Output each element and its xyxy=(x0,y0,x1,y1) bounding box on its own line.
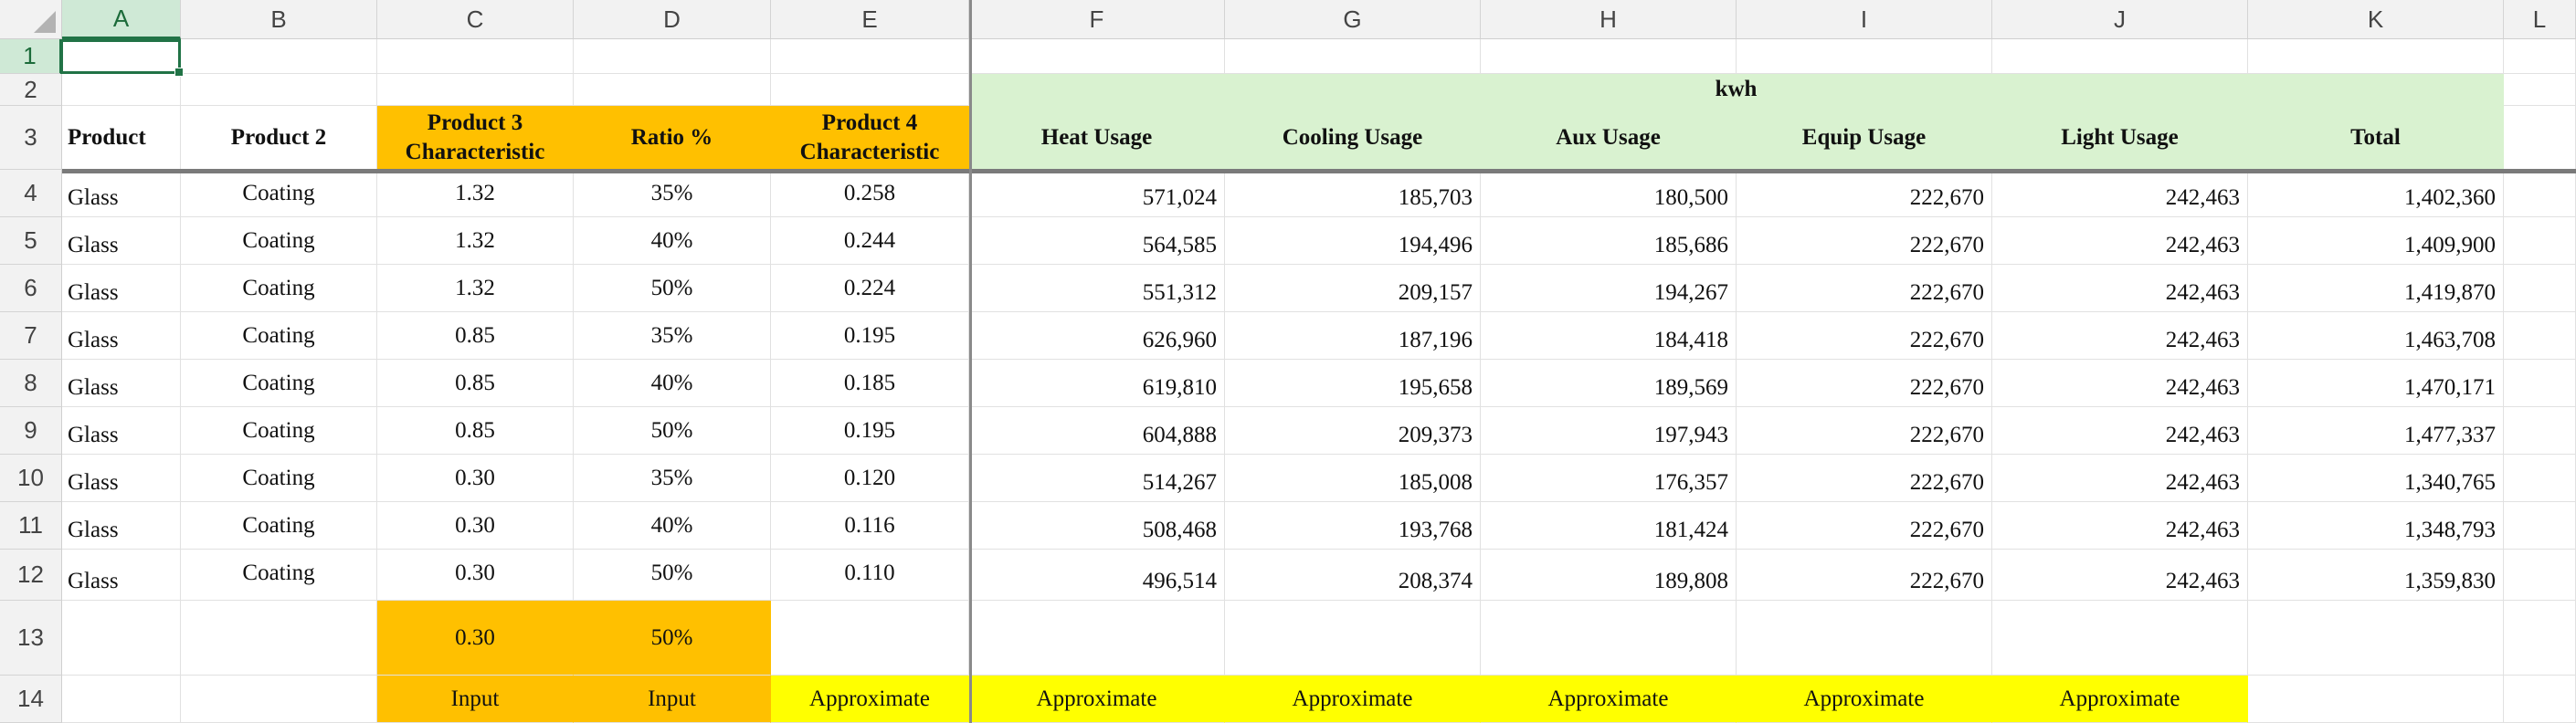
header-g[interactable]: Cooling Usage xyxy=(1225,106,1481,170)
cell-d2[interactable] xyxy=(574,74,771,106)
data-cell-i7[interactable]: 222,670 xyxy=(1737,312,1992,360)
data-cell-a8[interactable]: Glass xyxy=(62,360,181,407)
row-header-11[interactable]: 11 xyxy=(0,502,62,550)
cell-b14[interactable] xyxy=(181,676,377,723)
cell-l2[interactable] xyxy=(2504,74,2576,106)
data-cell-a7[interactable]: Glass xyxy=(62,312,181,360)
cell-i13[interactable] xyxy=(1737,601,1992,676)
row-header-5[interactable]: 5 xyxy=(0,217,62,265)
data-cell-f4[interactable]: 571,024 xyxy=(969,170,1225,217)
data-cell-c9[interactable]: 0.85 xyxy=(377,407,574,455)
cell-a13[interactable] xyxy=(62,601,181,676)
cell-g1[interactable] xyxy=(1225,39,1481,74)
column-header-b[interactable]: B xyxy=(181,0,377,39)
cell-l4[interactable] xyxy=(2504,170,2576,217)
fill-handle[interactable] xyxy=(174,68,184,77)
data-cell-d11[interactable]: 40% xyxy=(574,502,771,550)
data-cell-k8[interactable]: 1,470,171 xyxy=(2248,360,2504,407)
cell-c13[interactable]: 0.30 xyxy=(377,601,574,676)
header-b[interactable]: Product 2 xyxy=(181,106,377,170)
data-cell-e4[interactable]: 0.258 xyxy=(771,170,969,217)
data-cell-d7[interactable]: 35% xyxy=(574,312,771,360)
data-cell-h7[interactable]: 184,418 xyxy=(1481,312,1737,360)
active-cell-a1[interactable] xyxy=(60,39,181,74)
data-cell-f8[interactable]: 619,810 xyxy=(969,360,1225,407)
cell-j14[interactable]: Approximate xyxy=(1992,676,2248,723)
data-cell-i4[interactable]: 222,670 xyxy=(1737,170,1992,217)
data-cell-d4[interactable]: 35% xyxy=(574,170,771,217)
data-cell-e11[interactable]: 0.116 xyxy=(771,502,969,550)
cell-l7[interactable] xyxy=(2504,312,2576,360)
data-cell-c11[interactable]: 0.30 xyxy=(377,502,574,550)
data-cell-k7[interactable]: 1,463,708 xyxy=(2248,312,2504,360)
data-cell-d8[interactable]: 40% xyxy=(574,360,771,407)
cell-d13[interactable]: 50% xyxy=(574,601,771,676)
cell-c1[interactable] xyxy=(377,39,574,74)
data-cell-f9[interactable]: 604,888 xyxy=(969,407,1225,455)
cell-h1[interactable] xyxy=(1481,39,1737,74)
column-header-d[interactable]: D xyxy=(574,0,771,39)
data-cell-g10[interactable]: 185,008 xyxy=(1225,455,1481,502)
data-cell-b12[interactable]: Coating xyxy=(181,550,377,601)
data-cell-j8[interactable]: 242,463 xyxy=(1992,360,2248,407)
cell-l8[interactable] xyxy=(2504,360,2576,407)
data-cell-b9[interactable]: Coating xyxy=(181,407,377,455)
cell-k13[interactable] xyxy=(2248,601,2504,676)
row-header-2[interactable]: 2 xyxy=(0,74,62,106)
data-cell-c10[interactable]: 0.30 xyxy=(377,455,574,502)
data-cell-i5[interactable]: 222,670 xyxy=(1737,217,1992,265)
row-header-4[interactable]: 4 xyxy=(0,170,62,217)
row-header-3[interactable]: 3 xyxy=(0,106,62,170)
freeze-pane-divider xyxy=(969,0,972,723)
data-cell-i10[interactable]: 222,670 xyxy=(1737,455,1992,502)
column-header-c[interactable]: C xyxy=(377,0,574,39)
data-cell-a4[interactable]: Glass xyxy=(62,170,181,217)
data-cell-h8[interactable]: 189,569 xyxy=(1481,360,1737,407)
column-header-f[interactable]: F xyxy=(969,0,1225,39)
data-cell-d12[interactable]: 50% xyxy=(574,550,771,601)
data-cell-g5[interactable]: 194,496 xyxy=(1225,217,1481,265)
cell-b1[interactable] xyxy=(181,39,377,74)
data-cell-f6[interactable]: 551,312 xyxy=(969,265,1225,312)
row-header-8[interactable]: 8 xyxy=(0,360,62,407)
data-cell-h12[interactable]: 189,808 xyxy=(1481,550,1737,601)
cell-l5[interactable] xyxy=(2504,217,2576,265)
cell-e13[interactable] xyxy=(771,601,969,676)
data-cell-c4[interactable]: 1.32 xyxy=(377,170,574,217)
data-cell-i9[interactable]: 222,670 xyxy=(1737,407,1992,455)
cell-j1[interactable] xyxy=(1992,39,2248,74)
cell-a2[interactable] xyxy=(62,74,181,106)
data-cell-f12[interactable]: 496,514 xyxy=(969,550,1225,601)
data-cell-i8[interactable]: 222,670 xyxy=(1737,360,1992,407)
row-header-7[interactable]: 7 xyxy=(0,312,62,360)
row-header-10[interactable]: 10 xyxy=(0,455,62,502)
data-cell-g8[interactable]: 195,658 xyxy=(1225,360,1481,407)
column-header-l[interactable]: L xyxy=(2504,0,2576,39)
cell-h13[interactable] xyxy=(1481,601,1737,676)
cell-g14[interactable]: Approximate xyxy=(1225,676,1481,723)
data-cell-g6[interactable]: 209,157 xyxy=(1225,265,1481,312)
header-c[interactable]: Product 3 Characteristic xyxy=(377,106,574,170)
data-cell-k4[interactable]: 1,402,360 xyxy=(2248,170,2504,217)
data-cell-a6[interactable]: Glass xyxy=(62,265,181,312)
column-header-a[interactable]: A xyxy=(62,0,181,39)
cell-f13[interactable] xyxy=(969,601,1225,676)
data-cell-g4[interactable]: 185,703 xyxy=(1225,170,1481,217)
data-cell-k10[interactable]: 1,340,765 xyxy=(2248,455,2504,502)
data-cell-e8[interactable]: 0.185 xyxy=(771,360,969,407)
header-d[interactable]: Ratio % xyxy=(574,106,771,170)
data-cell-c7[interactable]: 0.85 xyxy=(377,312,574,360)
column-header-j[interactable]: J xyxy=(1992,0,2248,39)
data-cell-j6[interactable]: 242,463 xyxy=(1992,265,2248,312)
cell-l13[interactable] xyxy=(2504,601,2576,676)
cell-l9[interactable] xyxy=(2504,407,2576,455)
cell-d14[interactable]: Input xyxy=(574,676,771,723)
select-all-corner[interactable] xyxy=(0,0,62,39)
column-header-k[interactable]: K xyxy=(2248,0,2504,39)
data-cell-f5[interactable]: 564,585 xyxy=(969,217,1225,265)
data-cell-a11[interactable]: Glass xyxy=(62,502,181,550)
data-cell-c5[interactable]: 1.32 xyxy=(377,217,574,265)
cell-e1[interactable] xyxy=(771,39,969,74)
data-cell-h10[interactable]: 176,357 xyxy=(1481,455,1737,502)
data-cell-j12[interactable]: 242,463 xyxy=(1992,550,2248,601)
header-f[interactable]: Heat Usage xyxy=(969,106,1225,170)
data-cell-a10[interactable]: Glass xyxy=(62,455,181,502)
data-cell-j9[interactable]: 242,463 xyxy=(1992,407,2248,455)
select-all-triangle-icon xyxy=(34,11,56,33)
cell-a14[interactable] xyxy=(62,676,181,723)
cell-l14[interactable] xyxy=(2504,676,2576,723)
data-cell-g7[interactable]: 187,196 xyxy=(1225,312,1481,360)
data-cell-g12[interactable]: 208,374 xyxy=(1225,550,1481,601)
header-a[interactable]: Product xyxy=(62,106,181,170)
data-cell-a12[interactable]: Glass xyxy=(62,550,181,601)
header-i[interactable]: Equip Usage xyxy=(1737,106,1992,170)
data-cell-h6[interactable]: 194,267 xyxy=(1481,265,1737,312)
data-cell-j10[interactable]: 242,463 xyxy=(1992,455,2248,502)
data-cell-f10[interactable]: 514,267 xyxy=(969,455,1225,502)
data-cell-e10[interactable]: 0.120 xyxy=(771,455,969,502)
kwh-group-header[interactable]: kwh xyxy=(969,74,2504,106)
data-cell-j4[interactable]: 242,463 xyxy=(1992,170,2248,217)
data-cell-k12[interactable]: 1,359,830 xyxy=(2248,550,2504,601)
cell-f14[interactable]: Approximate xyxy=(969,676,1225,723)
column-header-e[interactable]: E xyxy=(771,0,969,39)
data-cell-a5[interactable]: Glass xyxy=(62,217,181,265)
cell-b2[interactable] xyxy=(181,74,377,106)
cell-l11[interactable] xyxy=(2504,502,2576,550)
cell-b13[interactable] xyxy=(181,601,377,676)
cell-l6[interactable] xyxy=(2504,265,2576,312)
cell-i1[interactable] xyxy=(1737,39,1992,74)
data-cell-k6[interactable]: 1,419,870 xyxy=(2248,265,2504,312)
data-cell-d5[interactable]: 40% xyxy=(574,217,771,265)
data-cell-k9[interactable]: 1,477,337 xyxy=(2248,407,2504,455)
data-cell-c12[interactable]: 0.30 xyxy=(377,550,574,601)
cell-l3[interactable] xyxy=(2504,106,2576,170)
header-e[interactable]: Product 4 Characteristic xyxy=(771,106,969,170)
row-header-1[interactable]: 1 xyxy=(0,39,62,74)
data-cell-h5[interactable]: 185,686 xyxy=(1481,217,1737,265)
cell-e14[interactable]: Approximate xyxy=(771,676,969,723)
cell-i14[interactable]: Approximate xyxy=(1737,676,1992,723)
data-cell-b5[interactable]: Coating xyxy=(181,217,377,265)
data-cell-i6[interactable]: 222,670 xyxy=(1737,265,1992,312)
cell-d1[interactable] xyxy=(574,39,771,74)
cell-l10[interactable] xyxy=(2504,455,2576,502)
header-j[interactable]: Light Usage xyxy=(1992,106,2248,170)
data-cell-d6[interactable]: 50% xyxy=(574,265,771,312)
cell-l1[interactable] xyxy=(2504,39,2576,74)
cell-h14[interactable]: Approximate xyxy=(1481,676,1737,723)
row-header-9[interactable]: 9 xyxy=(0,407,62,455)
data-cell-k11[interactable]: 1,348,793 xyxy=(2248,502,2504,550)
header-k[interactable]: Total xyxy=(2248,106,2504,170)
header-bottom-border xyxy=(62,169,2576,173)
data-cell-d9[interactable]: 50% xyxy=(574,407,771,455)
row-header-14[interactable]: 14 xyxy=(0,676,62,723)
data-cell-f11[interactable]: 508,468 xyxy=(969,502,1225,550)
cell-k14[interactable] xyxy=(2248,676,2504,723)
data-cell-b11[interactable]: Coating xyxy=(181,502,377,550)
data-cell-j7[interactable]: 242,463 xyxy=(1992,312,2248,360)
data-cell-g9[interactable]: 209,373 xyxy=(1225,407,1481,455)
cell-e2[interactable] xyxy=(771,74,969,106)
data-cell-b7[interactable]: Coating xyxy=(181,312,377,360)
header-h[interactable]: Aux Usage xyxy=(1481,106,1737,170)
data-cell-f7[interactable]: 626,960 xyxy=(969,312,1225,360)
data-cell-h11[interactable]: 181,424 xyxy=(1481,502,1737,550)
data-cell-i12[interactable]: 222,670 xyxy=(1737,550,1992,601)
data-cell-h4[interactable]: 180,500 xyxy=(1481,170,1737,217)
data-cell-h9[interactable]: 197,943 xyxy=(1481,407,1737,455)
data-cell-b8[interactable]: Coating xyxy=(181,360,377,407)
data-cell-b10[interactable]: Coating xyxy=(181,455,377,502)
cell-f1[interactable] xyxy=(969,39,1225,74)
data-cell-i11[interactable]: 222,670 xyxy=(1737,502,1992,550)
column-header-h[interactable]: H xyxy=(1481,0,1737,39)
data-cell-b4[interactable]: Coating xyxy=(181,170,377,217)
data-cell-j5[interactable]: 242,463 xyxy=(1992,217,2248,265)
data-cell-d10[interactable]: 35% xyxy=(574,455,771,502)
cell-k1[interactable] xyxy=(2248,39,2504,74)
cell-c2[interactable] xyxy=(377,74,574,106)
data-cell-b6[interactable]: Coating xyxy=(181,265,377,312)
data-cell-e12[interactable]: 0.110 xyxy=(771,550,969,601)
data-cell-e9[interactable]: 0.195 xyxy=(771,407,969,455)
data-cell-j11[interactable]: 242,463 xyxy=(1992,502,2248,550)
column-header-g[interactable]: G xyxy=(1225,0,1481,39)
data-cell-e5[interactable]: 0.244 xyxy=(771,217,969,265)
cell-l12[interactable] xyxy=(2504,550,2576,601)
data-cell-g11[interactable]: 193,768 xyxy=(1225,502,1481,550)
cell-j13[interactable] xyxy=(1992,601,2248,676)
row-header-12[interactable]: 12 xyxy=(0,550,62,601)
data-cell-a9[interactable]: Glass xyxy=(62,407,181,455)
cell-g13[interactable] xyxy=(1225,601,1481,676)
data-cell-e7[interactable]: 0.195 xyxy=(771,312,969,360)
data-cell-c6[interactable]: 1.32 xyxy=(377,265,574,312)
data-cell-c8[interactable]: 0.85 xyxy=(377,360,574,407)
data-cell-e6[interactable]: 0.224 xyxy=(771,265,969,312)
row-header-6[interactable]: 6 xyxy=(0,265,62,312)
cell-c14[interactable]: Input xyxy=(377,676,574,723)
data-cell-k5[interactable]: 1,409,900 xyxy=(2248,217,2504,265)
row-header-13[interactable]: 13 xyxy=(0,601,62,676)
column-header-i[interactable]: I xyxy=(1737,0,1992,39)
